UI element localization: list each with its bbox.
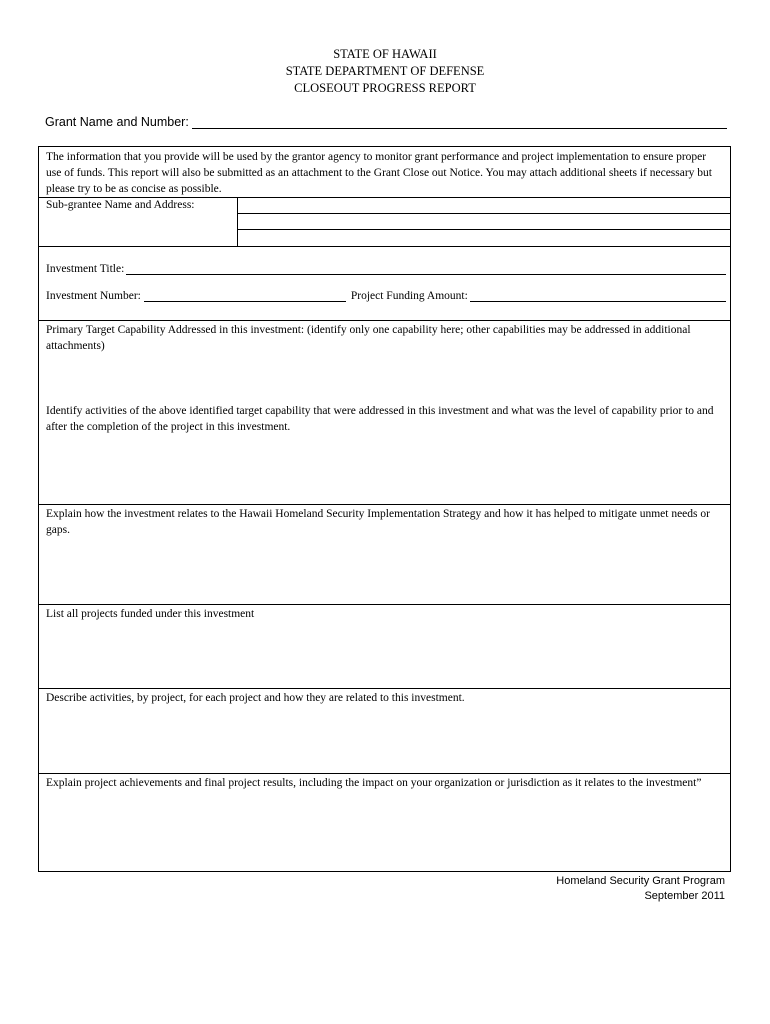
achievements-section[interactable] (39, 773, 730, 871)
investment-number-field[interactable] (144, 289, 346, 302)
investment-title-label: Investment Title: (46, 263, 125, 275)
strategy-section[interactable] (39, 504, 730, 604)
describe-section[interactable] (39, 688, 730, 773)
header-department: STATE DEPARTMENT OF DEFENSE (285, 64, 485, 78)
subgrantee-row (39, 197, 730, 247)
investment-title-row (46, 262, 726, 275)
projects-section[interactable] (39, 604, 730, 688)
header-report-title: CLOSEOUT PROGRESS REPORT (294, 81, 476, 95)
footer-program: Homeland Security Grant Program (556, 875, 725, 887)
grant-name-number-label: Grant Name and Number: (45, 115, 189, 129)
achievements-text: Explain project achievements and final project results, including the impact on your organization or jurisdiction as it relates to the investment” (46, 777, 702, 789)
document-footer (556, 874, 725, 904)
document-header (0, 46, 770, 97)
investment-number-row (46, 289, 726, 302)
project-funding-field[interactable] (470, 289, 726, 302)
subgrantee-address-field[interactable] (237, 198, 731, 246)
primary-target-text: Primary Target Capability Addressed in this investment: (identify only one capability here; other capabilities may be addressed in additional attachments) (46, 324, 691, 352)
closeout-form (38, 146, 731, 872)
projects-text: List all projects funded under this investment (46, 608, 255, 620)
activities-text: Identify activities of the above identified target capability that were addressed in this investment and what was the level of capability prior to and after the completion of the project in this investment. (46, 405, 714, 433)
investment-title-field[interactable] (126, 262, 726, 275)
strategy-text: Explain how the investment relates to the Hawaii Homeland Security Implementation Strategy and how it has helped to mitigate unmet needs or gaps. (46, 508, 710, 536)
describe-text: Describe activities, by project, for each project and how they are related to this investment. (46, 692, 465, 704)
subgrantee-field-line-2 (238, 229, 731, 230)
header-state: STATE OF HAWAII (333, 47, 437, 61)
subgrantee-label: Sub-grantee Name and Address: (46, 199, 195, 211)
investment-number-label: Investment Number: (46, 290, 141, 302)
project-funding-label: Project Funding Amount: (350, 290, 468, 302)
footer-date: September 2011 (644, 890, 725, 902)
grant-name-number-row (45, 114, 727, 129)
grant-name-number-field[interactable] (192, 114, 727, 129)
form-intro-text: The information that you provide will be used by the grantor agency to monitor grant performance and project implementation to ensure proper use of funds. This report will also be submitted as an attachment to the Grant Close out Notice. You may attach additional sheets if necessary but please try to be as concise as possible. (46, 151, 713, 195)
subgrantee-field-line-1 (238, 213, 731, 214)
